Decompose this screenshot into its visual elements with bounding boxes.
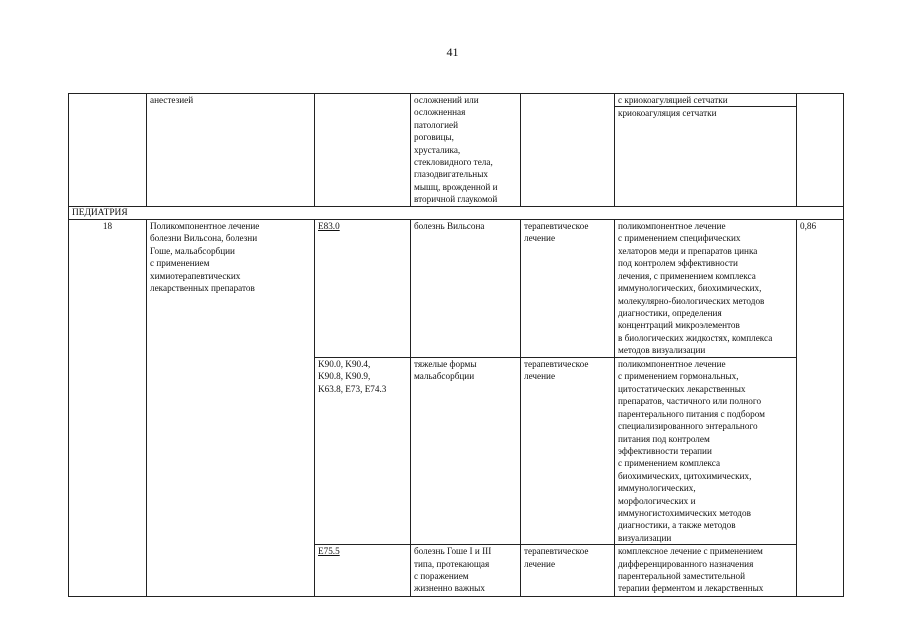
- cell-treatment-type: [521, 94, 615, 207]
- section-row: [69, 206, 844, 219]
- treatment-type: терапевтическое лечение: [521, 220, 615, 358]
- icd-code[interactable]: E75.5: [315, 545, 411, 597]
- diagnosis: болезнь Вильсона: [411, 220, 521, 358]
- section-title: ПЕДИАТРИЯ: [69, 206, 844, 219]
- cell-coefficient: [797, 94, 844, 207]
- treatment-method: поликомпонентное лечение с применением гормональных, цитостатических лекарственных препаратов, частичного или полного парентерального питания с подбором специализированного энтерального питания под контролем эффективности терапии с применением комплекса биохимических, цитохимических, иммунологических, морфологических и иммуногистохимических методов диагностики, а также методов визуализации: [615, 358, 797, 545]
- cell-method: [615, 94, 797, 207]
- row-number: 18: [69, 220, 147, 597]
- treatment-type: терапевтическое лечение: [521, 358, 615, 545]
- icd-code[interactable]: Е83.0: [315, 220, 411, 358]
- treatment-method: комплексное лечение с применением дифференцированного назначения парентеральной заместительной терапии ферментом и лекарственных: [615, 545, 797, 597]
- cell-name: анестезией: [147, 94, 315, 207]
- diagnosis: тяжелые формы мальабсорбции: [411, 358, 521, 545]
- treatment-method: поликомпонентное лечение с применением специфических хелаторов меди и препаратов цинка под контролем эффективности лечения, с применением комплекса иммунологических, биохимических, молекулярно-биологических методов диагностики, определения концентраций микроэлементов в биологических жидкостях, комплекса методов визуализации: [615, 220, 797, 358]
- cell-code: [315, 94, 411, 207]
- coefficient: 0,86: [797, 220, 844, 597]
- method-part-2: криокоагуляция сетчатки: [615, 106, 796, 119]
- row-name: Поликомпонентное лечение болезни Вильсона, болезни Гоше, мальабсорбции с применением химиотерапевтических лекарственных препаратов: [147, 220, 315, 597]
- diagnosis: болезнь Гоше I и III типа, протекающая с поражением жизненно важных: [411, 545, 521, 597]
- continuation-row: [69, 94, 844, 207]
- medical-care-table: [68, 93, 844, 597]
- page-number: 41: [446, 45, 459, 59]
- cell-diagnosis: осложнений или осложненная патологией роговицы, хрусталика, стекловидного тела, глазодвигательных мышц, врожденной и вторичной глаукомой: [411, 94, 521, 207]
- cell-number: [69, 94, 147, 207]
- table-row: [69, 220, 844, 358]
- method-part-1: с криокоагуляцией сетчатки: [618, 95, 728, 105]
- treatment-type: терапевтическое лечение: [521, 545, 615, 597]
- icd-code: K90.0, K90.4, K90.8, K90.9, K63.8, E73, E74.3: [315, 358, 411, 545]
